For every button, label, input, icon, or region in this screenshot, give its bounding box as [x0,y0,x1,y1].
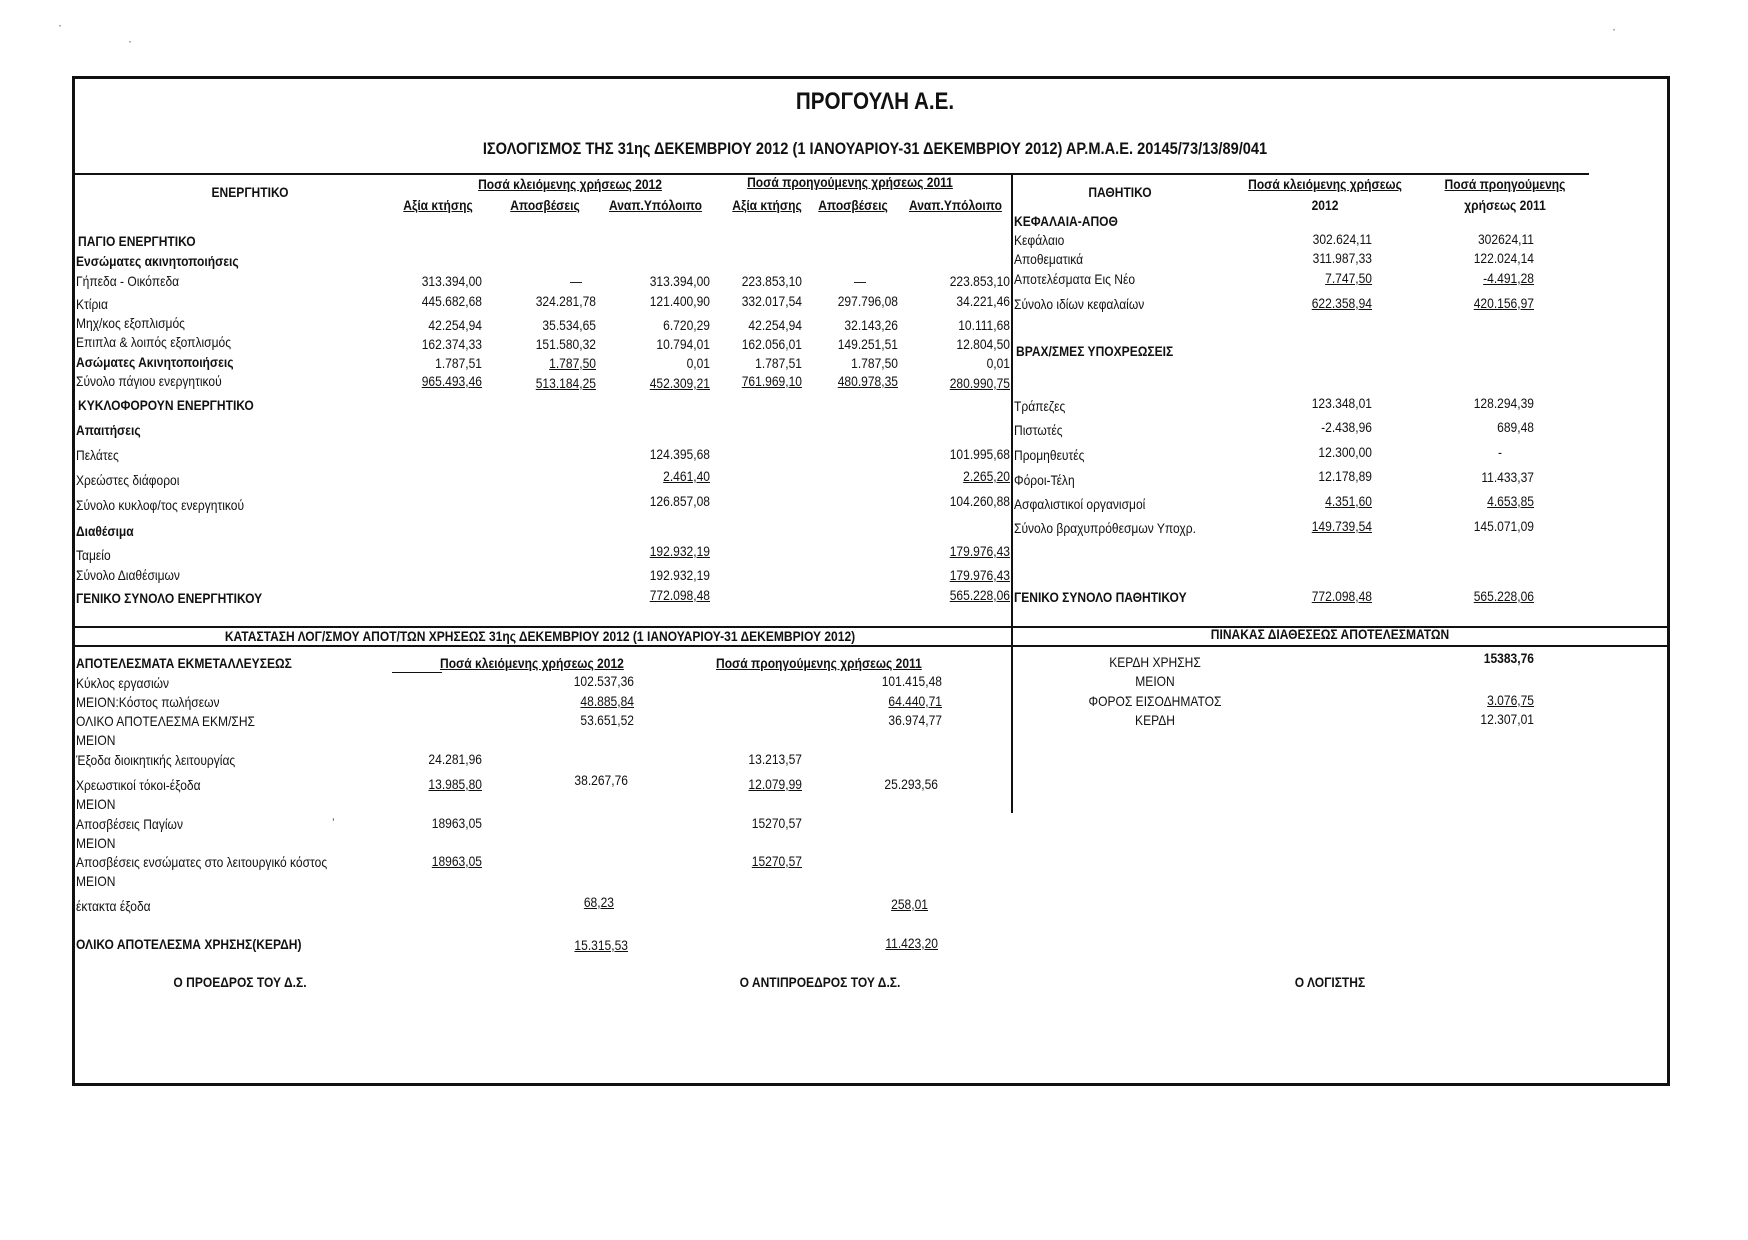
cell: 12.178,89 [1318,468,1372,484]
cell: 7.747,50 [1325,270,1372,286]
cell: 32.143,26 [844,317,898,333]
income-col-2012: Ποσά κλειόμενης χρήσεως 2012 [440,655,624,671]
balance-sheet-subtitle: ΙΣΟΛΟΓΙΣΜΟΣ ΤΗΣ 31ης ΔΕΚΕΜΒΡΙΟΥ 2012 (1 ΙΑΝΟΥΑΡΙΟΥ-31 ΔΕΚΕΜΒΡΙΟΥ 2012) ΑΡ.Μ.Α.Ε. 20145/73/13/89/041 [482,139,1268,158]
col-dep-2012: Αποσβέσεις [510,197,580,213]
cell: 445.682,68 [421,293,482,309]
row-label: ΜΕΙΟΝ [76,873,116,889]
cell: 10.111,68 [958,317,1010,333]
row-label: Σύνολο πάγιου ενεργητικού [76,373,222,389]
row-label: Φόροι-Τέλη [1014,472,1075,488]
cell: 302624,11 [1477,231,1534,247]
row-label: ΜΕΙΟΝ:Κόστος πωλήσεων [76,694,220,710]
scan-speck: · [58,18,62,32]
cell: 12.804,50 [956,336,1010,352]
cell: 18963,05 [431,815,482,831]
pen-mark: ʼ [332,816,335,830]
cell: 4.351,60 [1325,493,1372,509]
cell: 36.974,77 [888,712,942,728]
col-net-2012: Αναπ.Υπόλοιπο [608,197,702,213]
income-col-2011: Ποσά προηγούμενης χρήσεως 2011 [716,655,922,671]
cell: 1.787,51 [435,355,482,371]
cell: 126.857,08 [649,493,710,509]
row-label: Αποθεματικά [1014,251,1084,267]
row-label: Τράπεζες [1014,398,1066,414]
scan-speck: · [128,34,132,48]
cell: 965.493,46 [421,373,482,389]
cell: 11.423,20 [885,935,938,951]
cell: 297.796,08 [837,293,898,309]
liab-2012-year: 2012 [1311,197,1339,213]
cell: 64.440,71 [888,693,942,709]
cell: 162.056,01 [741,336,802,352]
cell: 101.995,68 [949,446,1010,462]
cell: 42.254,94 [748,317,802,333]
tangible-title: Ενσώματες ακινητοποιήσεις [76,253,239,269]
column-divider [1011,173,1013,813]
row-label: Προμηθευτές [1014,447,1085,463]
row-label: έκτακτα έξοδα [76,898,151,914]
row-label: Ταμείο [76,547,111,563]
cell: 128.294,39 [1473,395,1534,411]
cell: 12.307,01 [1480,711,1534,727]
cell: 1.787,50 [851,355,898,371]
cell: 223.853,10 [741,273,802,289]
cell: 38.267,76 [574,772,628,788]
cell: 1.787,51 [755,355,802,371]
cell: 179.976,43 [949,567,1010,583]
liabilities-grand-total-label: ΓΕΝΙΚΟ ΣΥΝΟΛΟ ΠΑΘΗΤΙΚΟΥ [1014,589,1187,605]
distribution-banner: ΠΙΝΑΚΑΣ ΔΙΑΘΕΣΕΩΣ ΑΠΟΤΕΛΕΣΜΑΤΩΝ [1210,626,1450,642]
row-label: Σύνολο βραχυπρόθεσμων Υποχρ. [1014,520,1196,536]
cell: 280.990,75 [949,375,1010,391]
cell: 102.537,36 [573,673,634,689]
cell: -2.438,96 [1321,419,1372,435]
assets-2012-group: Ποσά κλειόμενης χρήσεως 2012 [478,176,662,192]
row-label: Ασφαλιστικοί οργανισμοί [1014,496,1146,512]
col-dep-2011: Αποσβέσεις [818,197,888,213]
assets-2011-group: Ποσά προηγούμενης χρήσεως 2011 [747,174,953,190]
signature-accountant: Ο ΛΟΓΙΣΤΗΣ [1294,974,1366,990]
cell: 302.624,11 [1312,231,1372,247]
row-label: Χρεωστικοί τόκοι-έξοδα [76,777,201,793]
cell: 34.221,46 [956,293,1010,309]
cell: 513.184,25 [535,375,596,391]
row-label: ΦΟΡΟΣ ΕΙΣΟΔΗΜΑΤΟΣ [1088,693,1222,709]
cell: 145.071,09 [1473,518,1534,534]
cell: 149.739,54 [1311,518,1372,534]
cell: 3.076,75 [1487,692,1534,708]
cell: 2.461,40 [663,468,710,484]
income-statement-banner: ΚΑΤΑΣΤΑΣΗ ΛΟΓ/ΣΜΟΥ ΑΠΟΤ/ΤΩΝ ΧΡΗΣΕΩΣ 31ης ΔΕΚΕΜΒΡΙΟΥ 2012 (1 ΙΑΝΟΥΑΡΙΟΥ-31 ΔΕΚΕΜΒΡΙΟΥ 2012) [224,628,856,644]
row-label: Έξοδα διοικητικής λειτουργίας [76,752,236,768]
cell: 192.932,19 [649,543,710,559]
row-label: ΜΕΙΟΝ [76,835,116,851]
cell: 25.293,56 [884,776,938,792]
cell: 12.079,99 [748,776,802,792]
short-term-title: ΒΡΑΧ/ΣΜΕΣ ΥΠΟΧΡΕΩΣΕΙΣ [1016,343,1174,359]
cell: 6.720,29 [663,317,710,333]
cell: 104.260,88 [949,493,1010,509]
cell: 772.098,48 [1311,588,1372,604]
cell: - [1497,444,1503,460]
col-net-2011: Αναπ.Υπόλοιπο [908,197,1002,213]
fixed-assets-title: ΠΑΓΙΟ ΕΝΕΡΓΗΤΙΚΟ [78,233,196,249]
section-rule-bottom [74,645,1668,647]
header-underline-extension [392,672,442,673]
row-label: Επιπλα & λοιπός εξοπλισμός [76,334,232,350]
cell: 1.787,50 [549,355,596,371]
cell: 223.853,10 [949,273,1010,289]
signature-president: Ο ΠΡΟΕΔΡΟΣ ΤΟΥ Δ.Σ. [173,974,307,990]
cell: 480.978,35 [837,373,898,389]
liab-2012-heading: Ποσά κλειόμενης χρήσεως [1248,176,1402,192]
cell: 15383,76 [1483,650,1534,666]
cell: 313.394,00 [649,273,710,289]
row-label: Κύκλος εργασιών [76,675,170,691]
row-label: ΜΕΙΟΝ [1135,673,1175,689]
cell: 101.415,48 [881,673,942,689]
cell: -4.491,28 [1483,270,1534,286]
liabilities-header: ΠΑΘΗΤΙΚΟ [1088,184,1152,200]
cell: 15.315,53 [574,937,628,953]
row-label: Ασώματες Ακινητοποιήσεις [76,354,234,370]
cell: 68,23 [583,894,614,910]
cell: 24.281,96 [428,751,482,767]
liab-2011-heading: Ποσά προηγούμενης [1444,176,1566,192]
cell: 2.265,20 [963,468,1010,484]
row-label: Σύνολο ιδίων κεφαλαίων [1014,296,1145,312]
cell: 15270,57 [751,815,802,831]
row-label: Σύνολο κυκλοφ/τος ενεργητικού [76,497,245,513]
row-label: Αποσβέσεις Παγίων [76,816,183,832]
current-assets-title: ΚΥΚΛΟΦΟΡΟΥΝ ΕΝΕΡΓΗΤΙΚΟ [78,397,254,413]
cell: 13.213,57 [748,751,802,767]
cell: 122.024,14 [1473,250,1534,266]
cell: 13.985,80 [428,776,482,792]
row-label: Πελάτες [76,447,119,463]
row-label: Πιστωτές [1014,422,1063,438]
row-label: ΜΕΙΟΝ [76,732,116,748]
cell: 324.281,78 [535,293,596,309]
cell: 332.017,54 [741,293,802,309]
assets-header: ΕΝΕΡΓΗΤΙΚΟ [211,184,289,200]
net-result-label: ΟΛΙΚΟ ΑΠΟΤΕΛΕΣΜΑ ΧΡΗΣΗΣ(ΚΕΡΔΗ) [76,936,302,952]
cell: 123.348,01 [1311,395,1372,411]
cell: 149.251,51 [837,336,898,352]
receivables-title: Απαιτήσεις [76,422,141,438]
signature-vice-president: Ο ΑΝΤΙΠΡΟΕΔΡΟΣ ΤΟΥ Δ.Σ. [739,974,901,990]
row-label: Γήπεδα - Οικόπεδα [76,273,180,289]
cell: 192.932,19 [649,567,710,583]
row-label: Σύνολο Διαθέσιμων [76,567,180,583]
cell: 452.309,21 [649,375,710,391]
scan-speck: · [1612,22,1616,36]
col-cost-2011: Αξία κτήσης [732,197,802,213]
equity-title: ΚΕΦΑΛΑΙΑ-ΑΠΟΘ [1014,213,1118,229]
cell: 313.394,00 [421,273,482,289]
row-label: Αποσβέσεις ενσώματες στο λειτουργικό κόστος [76,854,328,870]
row-label: ΚΕΡΔΗ ΧΡΗΣΗΣ [1109,654,1201,670]
cell: 121.400,90 [649,293,710,309]
cell: 622.358,94 [1311,295,1372,311]
company-title: ΠΡΟΓΟΥΛΗ Α.Ε. [795,88,955,115]
cell: 772.098,48 [649,587,710,603]
cell: 258,01 [891,896,928,912]
row-label: Χρεώστες διάφοροι [76,472,180,488]
cell: 0,01 [686,355,710,371]
cell: 18963,05 [431,853,482,869]
row-label: ΚΕΡΔΗ [1135,712,1175,728]
cell: — [569,273,582,289]
cell: 53.651,52 [580,712,634,728]
cell: 10.794,01 [656,336,710,352]
cell: 311.987,33 [1312,250,1372,266]
row-label: Μηχ/κος εξοπλισμός [76,315,185,331]
row-label: ΟΛΙΚΟ ΑΠΟΤΕΛΕΣΜΑ ΕΚΜ/ΣΗΣ [76,713,256,729]
cell: 35.534,65 [542,317,596,333]
row-label: Αποτελέσματα Εις Νέο [1014,271,1136,287]
row-label: Κεφάλαιο [1014,232,1065,248]
row-label: ΜΕΙΟΝ [76,796,116,812]
cell: 179.976,43 [949,543,1010,559]
cell: 11.433,37 [1481,469,1534,485]
cell: 0,01 [986,355,1010,371]
row-label: Κτίρια [76,296,108,312]
cell: 151.580,32 [535,336,596,352]
col-cost-2012: Αξία κτήσης [403,197,473,213]
cash-title: Διαθέσιμα [76,523,134,539]
cell: 124.395,68 [649,446,710,462]
cell: 761.969,10 [741,373,802,389]
cell: — [853,273,866,289]
liab-2011-year: χρήσεως 2011 [1464,197,1546,213]
cell: 162.374,33 [421,336,482,352]
cell: 15270,57 [751,853,802,869]
cell: 420.156,97 [1473,295,1534,311]
cell: 12.300,00 [1318,444,1372,460]
assets-grand-total-label: ΓΕΝΙΚΟ ΣΥΝΟΛΟ ΕΝΕΡΓΗΤΙΚΟΥ [76,590,263,606]
income-header: ΑΠΟΤΕΛΕΣΜΑΤΑ ΕΚΜΕΤΑΛΛΕΥΣΕΩΣ [76,655,292,671]
cell: 42.254,94 [428,317,482,333]
cell: 4.653,85 [1487,493,1534,509]
cell: 565.228,06 [949,587,1010,603]
cell: 48.885,84 [580,693,634,709]
cell: 565.228,06 [1473,588,1534,604]
cell: 689,48 [1497,419,1534,435]
